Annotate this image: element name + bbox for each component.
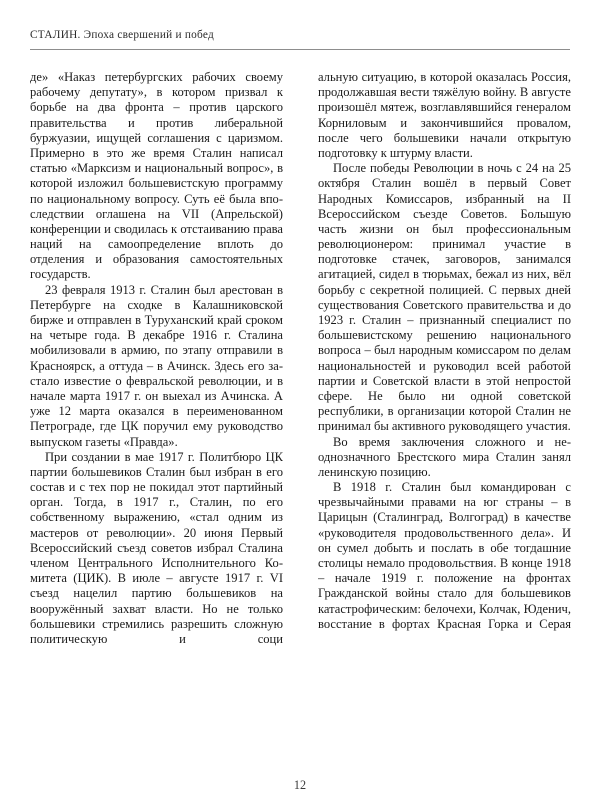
page-number: 12: [293, 778, 307, 792]
running-header-title: СТАЛИН. Эпоха свершений и побед: [30, 29, 215, 41]
left-column: [30, 70, 283, 760]
paragraph: При создании в мае 1917 г. Политбюро ЦК партии большевиков Сталин был избран в его состав и с тех пор не покидал этот партийный орган. Тогда, в 1917 г., Сталин, по его собственному выражению, «стал одним из мастеров от революции». 20 июня Первый Всероссийский съезд советов избрал Сталина членом Центрального Исполнительного Комитета (ЦИК). В июле – августе 1917 г. VI съезд нацелил партию большевиков на вооружённый захват власти. Но не только большевики стремились разрешить сложную политическую и соци: [30, 449, 283, 646]
body-columns: [30, 70, 571, 760]
page-folio: [0, 778, 600, 792]
header-divider-rule: [30, 49, 570, 50]
paragraph: Во время заключения сложного и неоднозначного Брестского мира Сталин занял ленинскую позицию.: [318, 434, 571, 479]
paragraph: 23 февраля 1913 г. Сталин был арестован в Петербурге на сходке в Калашниковской бирже и отправлен в Туруханский край сроком на четыре года. В декабре 1916 г. Сталина мобилизовали в армию, по этапу отправили в Красноярск, а оттуда – в Ачинск. Здесь его застало известие о февральской революции, и в начале марта 1917 г. он выехал из Ачинска. А уже 12 марта оказался в переименованном Петрограде, где ЦК поручил ему руководство выпуском газеты «Правда».: [30, 282, 283, 449]
running-header: [30, 28, 570, 42]
paragraph: В 1918 г. Сталин был командирован с чрезвычайными правами на юг страны – в Царицын (Сталинград, Волгоград) в качестве «руководителя продовольственного дела». И он сумел добыть и послать в обе тогдашние столицы немало продовольствия. В конце 1918 – начале 1919 г. положение на фронтах Гражданской войны стало для большевиков катастрофическим: белочехи, Колчак, Юденич, восстание в фортах Красная Горка и Серая: [318, 480, 571, 631]
paragraph: де» «Наказ петербургских рабочих своему рабочему депутату», в котором призвал к борьбе на два фронта – против царского правительства и против либеральной буржуазии, ищущей соглашения с царизмом. Примерно в это же время Сталин написал статью «Марксизм и национальный вопрос», в которой изложил большевистскую программу по национальному вопросу. Суть её была впоследствии оглашена на VII (Апрельской) конференции и сводилась к отстаиванию права наций на самоопределение вплоть до отделения и образования самостоятельных государств.: [30, 70, 283, 282]
paragraph: альную ситуацию, в которой оказалась Россия, продолжавшая вести тяжёлую войну. В августе произошёл мятеж, возглавлявшийся генералом Корниловым и закончившийся провалом, после чего большевики начали открытую подготовку к штурму власти.: [318, 70, 571, 160]
right-column: [318, 70, 571, 760]
paragraph: После победы Революции в ночь с 24 на 25 октября Сталин вошёл в первый Совет Народных Комиссаров, избранный на II Всероссийском съезде Советов. Большую часть жизни он был профессиональным революционером: принимал участие в подготовке стачек, заговоров, занимался агитацией, сидел в тюрьмах, бежал из них, вёл борьбу с секретной полицией. С первых дней существования Советского правительства и до 1923 г. Сталин – признанный специалист по большевистскому решению национального вопроса – был народным комиссаром по делам национальностей и руководил всей работой партии и Советской власти в этой непростой сфере. Не было ни одной советской республики, в организации которой Сталин не принимал бы активного руководящего участия.: [318, 161, 571, 434]
